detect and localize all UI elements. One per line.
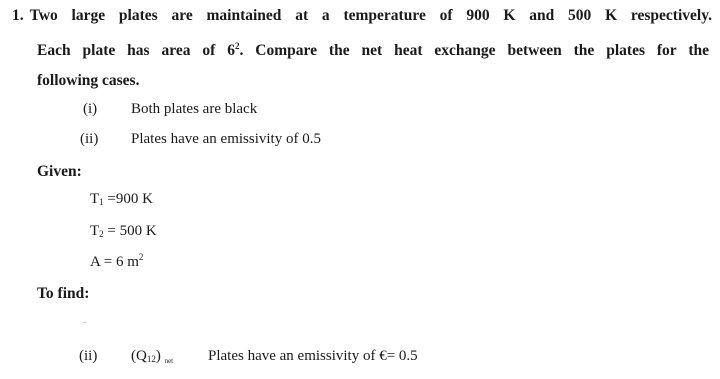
case-1-text: Both plates are black	[131, 101, 258, 117]
question-line-3: following cases.	[37, 72, 140, 89]
given-t1: $T_1 =900$ K	[90, 191, 153, 207]
case-2-text: Plates have an emissivity of 0.5	[131, 131, 321, 147]
to-find-mark: ..	[83, 316, 87, 325]
given-t2: $T_2 = 500$ K	[90, 223, 157, 239]
case-1-number: (i)	[83, 101, 98, 117]
to-find-case-number: (ii)	[79, 348, 98, 364]
case-2-number: (ii)	[80, 131, 99, 147]
question-number: 1.	[12, 7, 24, 24]
question-line-1	[12, 7, 712, 25]
to-find-text: Plates have an emissivity of €= 0.5	[208, 348, 418, 364]
to-find-quantity: $(Q_{12})$ $_{net}$	[131, 348, 174, 365]
given-heading: Given:	[37, 163, 82, 180]
question-line-2: Each plate has area of $6^2$. Compare the net heat exchange between the plates for the	[37, 41, 709, 59]
question-text-line-1: Two large plates are maintained at a temperature of 900 K and 500 K respectively.	[29, 7, 712, 24]
to-find-heading: To find:	[37, 285, 90, 302]
given-area: A = 6 $m^2$	[90, 252, 144, 270]
